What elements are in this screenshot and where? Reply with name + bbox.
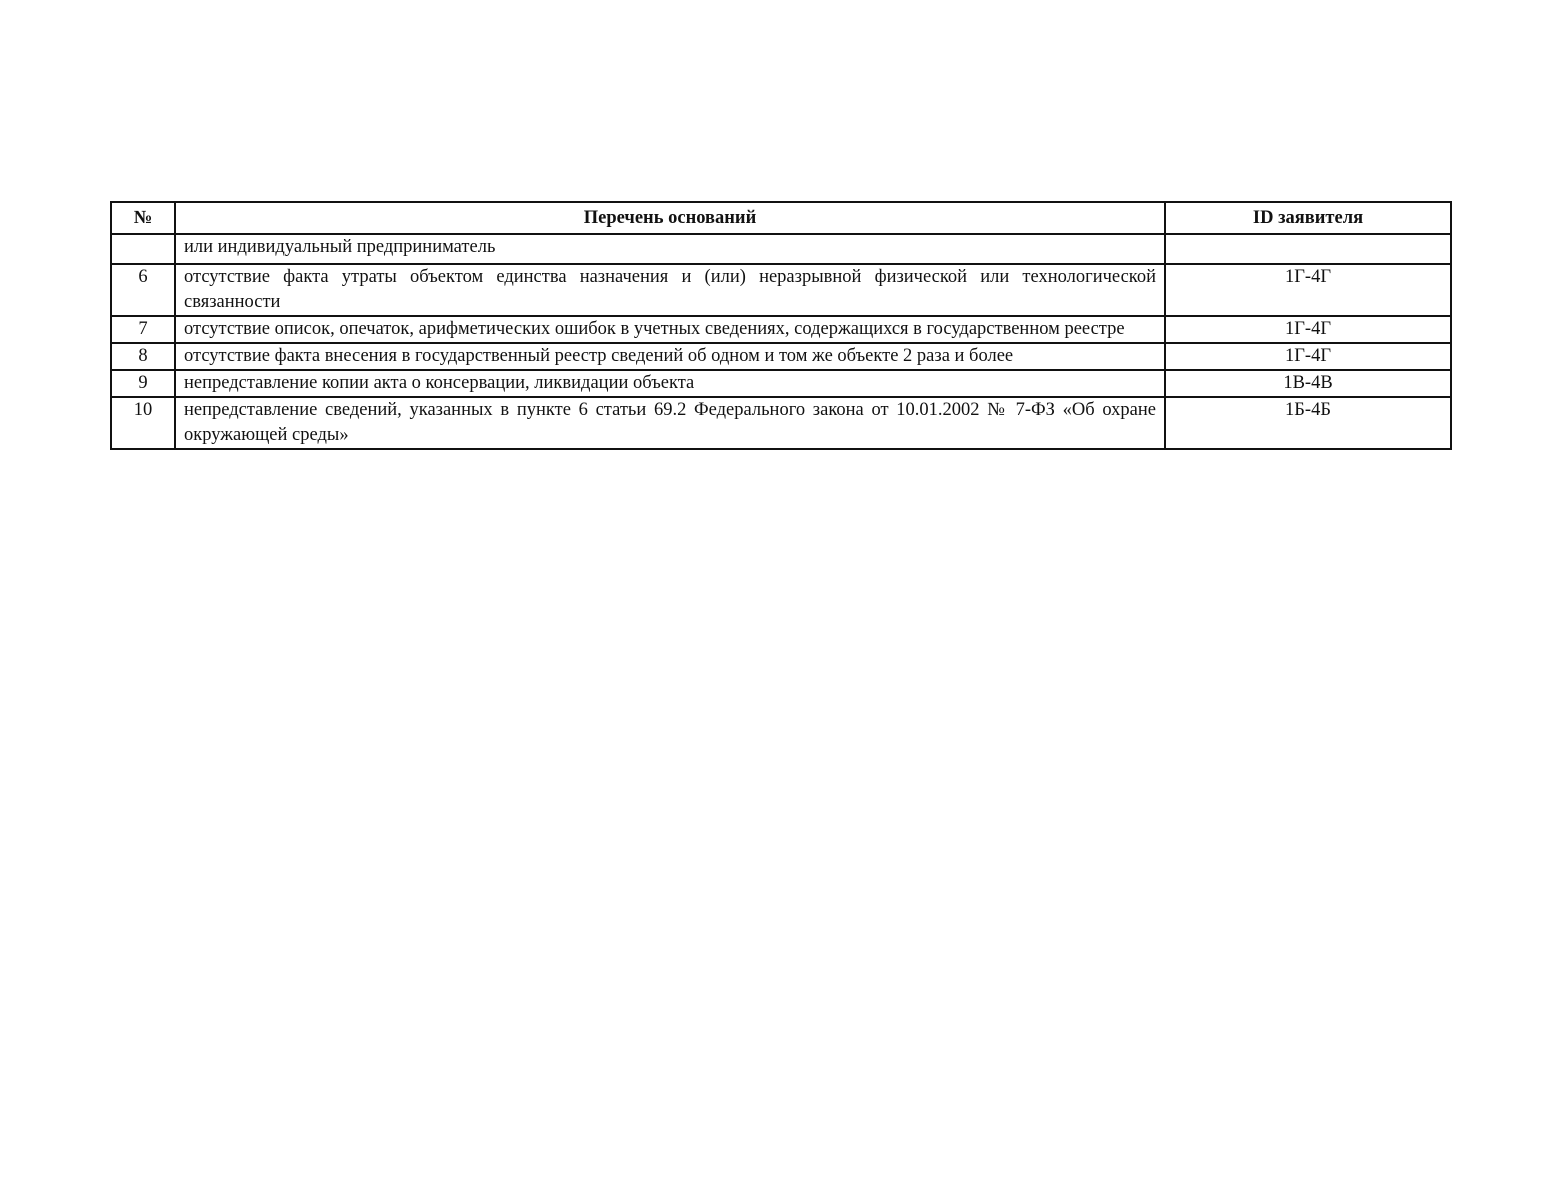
row-number: 7 [111,316,175,343]
table-header-row [111,202,1451,234]
row-number: 10 [111,397,175,449]
row-ground-text: отсутствие факта внесения в государственный реестр сведений об одном и том же объекте 2 раза и более [175,343,1165,370]
header-applicant-id: ID заявителя [1165,202,1451,234]
row-number: 6 [111,264,175,316]
grounds-table [110,201,1452,450]
table-row [111,343,1451,370]
row-ground-text: отсутствие описок, опечаток, арифметических ошибок в учетных сведениях, содержащихся в государственном реестре [175,316,1165,343]
table-row [111,316,1451,343]
row-ground-text: отсутствие факта утраты объектом единства назначения и (или) неразрывной физической или технологической связанности [175,264,1165,316]
row-number: 8 [111,343,175,370]
table-row [111,370,1451,397]
row-applicant-id: 1Г-4Г [1165,316,1451,343]
row-ground-text: или индивидуальный предприниматель [175,234,1165,264]
row-applicant-id [1165,234,1451,264]
row-applicant-id: 1Б-4Б [1165,397,1451,449]
table-row [111,397,1451,449]
header-number: № [111,202,175,234]
header-grounds-list: Перечень оснований [175,202,1165,234]
table-row [111,234,1451,264]
row-applicant-id: 1В-4В [1165,370,1451,397]
row-applicant-id: 1Г-4Г [1165,343,1451,370]
row-number: 9 [111,370,175,397]
table-row [111,264,1451,316]
row-applicant-id: 1Г-4Г [1165,264,1451,316]
row-ground-text: непредставление копии акта о консервации, ликвидации объекта [175,370,1165,397]
row-ground-text: непредставление сведений, указанных в пункте 6 статьи 69.2 Федерального закона от 10.01.2002 № 7-ФЗ «Об охране окружающей среды» [175,397,1165,449]
row-number [111,234,175,264]
